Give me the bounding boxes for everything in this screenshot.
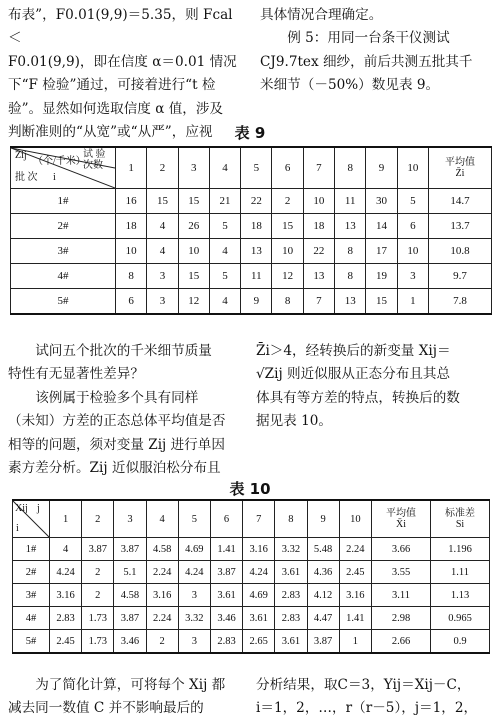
- table-cell: 4.24: [243, 561, 275, 584]
- middle-right-column: [256, 340, 496, 434]
- table9-col-header: 7: [303, 147, 334, 189]
- row-label: 2#: [11, 214, 116, 239]
- table9-col-header: 5: [241, 147, 272, 189]
- row-label: 4#: [11, 264, 116, 289]
- text-line: 具体情况合理确定。: [260, 7, 383, 23]
- table-cell: 4.12: [307, 584, 339, 607]
- table10-col-header: 6: [210, 500, 242, 538]
- table10-avg-symbol: X̄i: [396, 519, 406, 530]
- corner-i-label: i: [53, 172, 56, 183]
- text-line: 试问五个批次的千米细节质量: [35, 343, 212, 359]
- table10-col-header: 8: [275, 500, 307, 538]
- table-cell: 8: [272, 289, 303, 315]
- table-row: [11, 289, 492, 315]
- table-cell: 3: [178, 584, 210, 607]
- table-cell: 3.61: [275, 561, 307, 584]
- corner-test-label: 试 验: [83, 149, 106, 160]
- text-line: 验”。显然如何选取信度 α 值，涉及: [8, 100, 224, 117]
- table-cell: 13: [335, 214, 366, 239]
- table-cell: 22: [241, 189, 272, 214]
- table-row: [13, 538, 490, 561]
- table-cell: 3.32: [178, 607, 210, 630]
- table9-col-header: 9: [366, 147, 397, 189]
- table-cell: 4: [147, 239, 178, 264]
- avg-cell: 2.66: [372, 630, 431, 654]
- table10-body: [13, 538, 490, 654]
- table-cell: 13: [303, 264, 334, 289]
- text-line: √Zij 则近似服从正态分布且其总: [256, 366, 451, 383]
- table-cell: 9: [241, 289, 272, 315]
- table-cell: 1.41: [210, 538, 242, 561]
- table-cell: 2.45: [50, 630, 82, 654]
- table-cell: 4.69: [243, 584, 275, 607]
- table9-avg-header-text: 平均值: [445, 157, 475, 168]
- table-cell: 16: [116, 189, 147, 214]
- table-cell: 3: [178, 630, 210, 654]
- table-cell: 1: [397, 289, 428, 315]
- table-cell: 4: [50, 538, 82, 561]
- table10-col-header: 2: [82, 500, 114, 538]
- table-cell: 5.48: [307, 538, 339, 561]
- table10-col-header: 10: [339, 500, 371, 538]
- table-cell: 3.32: [275, 538, 307, 561]
- table9-body: [11, 189, 492, 315]
- table-cell: 10: [178, 239, 209, 264]
- text-line: 判断准则的“从宽”或“从严”，应视: [8, 124, 213, 141]
- table10-col-header: 4: [146, 500, 178, 538]
- text-line: 据见表 10。: [256, 413, 332, 430]
- top-right-column: [260, 4, 496, 98]
- text-line: 为了简化计算，可将每个 Xij 都: [35, 677, 226, 693]
- avg-cell: 13.7: [429, 214, 492, 239]
- table-cell: 18: [116, 214, 147, 239]
- table-cell: 15: [147, 189, 178, 214]
- table-row: [13, 584, 490, 607]
- table-cell: 14: [366, 214, 397, 239]
- table9-col-header: 2: [147, 147, 178, 189]
- table-cell: 2.83: [275, 584, 307, 607]
- std-cell: 0.9: [431, 630, 490, 654]
- table10-caption: 表 10: [229, 480, 271, 498]
- text-line: （未知）方差的正态总体平均值是否: [8, 413, 226, 430]
- table-cell: 18: [303, 214, 334, 239]
- table-cell: 4: [147, 214, 178, 239]
- table-cell: 10: [303, 189, 334, 214]
- table-cell: 15: [366, 289, 397, 315]
- row-label: 2#: [13, 561, 50, 584]
- table-cell: 4.24: [50, 561, 82, 584]
- std-cell: 1.13: [431, 584, 490, 607]
- table-cell: 21: [209, 189, 240, 214]
- table-cell: 1.73: [82, 630, 114, 654]
- table-cell: 6: [116, 289, 147, 315]
- table9-col-header: 4: [209, 147, 240, 189]
- table-cell: 5: [209, 214, 240, 239]
- table10: [12, 499, 490, 654]
- table-cell: 3.46: [114, 630, 146, 654]
- table-cell: 26: [178, 214, 209, 239]
- text-line: 分析结果，取C＝3，Yij＝Xij－C，: [256, 677, 471, 693]
- text-line: 素方差分析。Zij 近似服泊松分布且: [8, 460, 221, 477]
- table-row: [13, 607, 490, 630]
- text-line: F0.01(9,9)，即在信度 α＝0.01 情况: [8, 53, 237, 70]
- table-cell: 11: [335, 189, 366, 214]
- text-line: 该例属于检验多个具有同样: [35, 389, 199, 406]
- table-cell: 3.87: [307, 630, 339, 654]
- table9-avg-symbol: Z̄i: [455, 168, 465, 179]
- table-cell: 3.61: [243, 607, 275, 630]
- table9-caption: 表 9: [234, 124, 266, 142]
- row-label: 1#: [13, 538, 50, 561]
- text-line: 米细节（－50%）数见表 9。: [260, 77, 440, 94]
- table-cell: 3.61: [210, 584, 242, 607]
- text-line: 相等的问题，须对变量 Zij 进行单因: [8, 436, 225, 453]
- table9: [10, 146, 492, 315]
- table9-col-header: 1: [116, 147, 147, 189]
- avg-cell: 2.98: [372, 607, 431, 630]
- table-row: [11, 239, 492, 264]
- table-cell: 3.87: [82, 538, 114, 561]
- row-label: 5#: [13, 630, 50, 654]
- table-cell: 2.45: [339, 561, 371, 584]
- table-cell: 1.41: [339, 607, 371, 630]
- table-cell: 6: [397, 214, 428, 239]
- table10-avg-header: [372, 500, 431, 538]
- table-cell: 8: [335, 239, 366, 264]
- table-cell: 2: [146, 630, 178, 654]
- corner-z-label: Zij: [15, 150, 27, 161]
- avg-cell: 3.55: [372, 561, 431, 584]
- text-line: 特性有无显著性差异？: [8, 366, 144, 383]
- table-cell: 15: [178, 264, 209, 289]
- avg-cell: 9.7: [429, 264, 492, 289]
- table-cell: 2.83: [275, 607, 307, 630]
- std-cell: 1.196: [431, 538, 490, 561]
- table-cell: 3: [397, 264, 428, 289]
- avg-cell: 7.8: [429, 289, 492, 315]
- table-cell: 5: [209, 264, 240, 289]
- table-cell: 2: [82, 584, 114, 607]
- text-line: 体具有等方差的特点，转换后的数: [256, 389, 460, 406]
- table10-col-header: 7: [243, 500, 275, 538]
- table-cell: 10: [116, 239, 147, 264]
- row-label: 1#: [11, 189, 116, 214]
- table-row: [11, 214, 492, 239]
- table-cell: 3.61: [275, 630, 307, 654]
- corner-count-label: 次数: [83, 160, 103, 171]
- table-cell: 10: [397, 239, 428, 264]
- table-cell: 5.1: [114, 561, 146, 584]
- avg-cell: 10.8: [429, 239, 492, 264]
- table-cell: 2.83: [210, 630, 242, 654]
- table-cell: 30: [366, 189, 397, 214]
- table-row: [13, 630, 490, 654]
- table-cell: 3.87: [114, 538, 146, 561]
- table10-avg-header-text: 平均值: [386, 508, 416, 519]
- table10-col-header: 3: [114, 500, 146, 538]
- table10-std-header: [431, 500, 490, 538]
- text-line: 下“F 检验”通过，可接着进行“t 检: [8, 77, 216, 94]
- text-line: Z̄i＞4，经转换后的新变量 Xij＝: [256, 343, 451, 359]
- table-cell: 3: [147, 264, 178, 289]
- corner-j-label: j: [37, 503, 40, 514]
- table-cell: 3.16: [50, 584, 82, 607]
- table-cell: 2.24: [146, 607, 178, 630]
- table-cell: 2: [82, 561, 114, 584]
- row-label: 3#: [13, 584, 50, 607]
- table9-corner-cell: [11, 147, 116, 189]
- table-cell: 4: [209, 239, 240, 264]
- table-cell: 18: [241, 214, 272, 239]
- table9-col-header: 3: [178, 147, 209, 189]
- table-cell: 7: [303, 289, 334, 315]
- avg-cell: 3.11: [372, 584, 431, 607]
- table-cell: 2.24: [339, 538, 371, 561]
- table-cell: 2.65: [243, 630, 275, 654]
- table10-std-header-text: 标准差: [445, 508, 475, 519]
- table-cell: 19: [366, 264, 397, 289]
- table10-col-header: 5: [178, 500, 210, 538]
- table9-col-header: 10: [397, 147, 428, 189]
- table10-std-symbol: Si: [455, 519, 465, 530]
- text-line: 布表”，F0.01(9,9)＝5.35，则 Fcal＜: [8, 7, 233, 47]
- table-cell: 3.16: [146, 584, 178, 607]
- table10-col-header: 9: [307, 500, 339, 538]
- table-cell: 4.58: [146, 538, 178, 561]
- table-cell: 2: [272, 189, 303, 214]
- table-cell: 4.47: [307, 607, 339, 630]
- middle-left-column: [8, 340, 244, 480]
- table10-corner-cell: [13, 500, 50, 538]
- text-line: 例 5：用同一台条干仪测试: [287, 30, 450, 47]
- table-cell: 4.24: [178, 561, 210, 584]
- corner-batch-label: 批 次: [15, 172, 38, 183]
- table-cell: 5: [397, 189, 428, 214]
- table-row: [13, 561, 490, 584]
- table-cell: 8: [335, 264, 366, 289]
- text-line: CJ9.7tex 细纱，前后共测五批其千: [260, 53, 473, 70]
- corner-x-label: Xij: [15, 503, 28, 514]
- table-cell: 3.87: [114, 607, 146, 630]
- row-label: 5#: [11, 289, 116, 315]
- table-cell: 13: [335, 289, 366, 315]
- table-cell: 2.24: [146, 561, 178, 584]
- table9-col-header: 8: [335, 147, 366, 189]
- table-cell: 3.16: [339, 584, 371, 607]
- table-cell: 3: [147, 289, 178, 315]
- table-cell: 12: [178, 289, 209, 315]
- table-cell: 13: [241, 239, 272, 264]
- row-label: 3#: [11, 239, 116, 264]
- table-cell: 15: [178, 189, 209, 214]
- text-line: 减去同一数值 C 并不影响最后的: [8, 700, 204, 717]
- table-cell: 4.36: [307, 561, 339, 584]
- table9-col-header: 6: [272, 147, 303, 189]
- corner-unit-label: （个/千米）: [33, 156, 86, 167]
- table-cell: 1.73: [82, 607, 114, 630]
- table-cell: 17: [366, 239, 397, 264]
- table-cell: 3.87: [210, 561, 242, 584]
- avg-cell: 3.66: [372, 538, 431, 561]
- table-cell: 12: [272, 264, 303, 289]
- table-cell: 4: [209, 289, 240, 315]
- text-line: i＝1，2，…，r（r－5），j＝1，2，: [256, 700, 478, 717]
- table-cell: 8: [116, 264, 147, 289]
- corner-i-label: i: [16, 523, 19, 534]
- table-row: [11, 189, 492, 214]
- bottom-left-column: [8, 674, 246, 721]
- table9-avg-header: [429, 147, 492, 189]
- table-cell: 10: [272, 239, 303, 264]
- avg-cell: 14.7: [429, 189, 492, 214]
- table-row: [11, 264, 492, 289]
- table-cell: 4.69: [178, 538, 210, 561]
- table-cell: 3.46: [210, 607, 242, 630]
- bottom-right-column: [256, 674, 496, 721]
- table-cell: 1: [339, 630, 371, 654]
- table-cell: 11: [241, 264, 272, 289]
- table10-col-header: 1: [50, 500, 82, 538]
- table-cell: 15: [272, 214, 303, 239]
- table-cell: 3.16: [243, 538, 275, 561]
- table-cell: 2.83: [50, 607, 82, 630]
- row-label: 4#: [13, 607, 50, 630]
- table-cell: 22: [303, 239, 334, 264]
- std-cell: 1.11: [431, 561, 490, 584]
- table-cell: 4.58: [114, 584, 146, 607]
- std-cell: 0.965: [431, 607, 490, 630]
